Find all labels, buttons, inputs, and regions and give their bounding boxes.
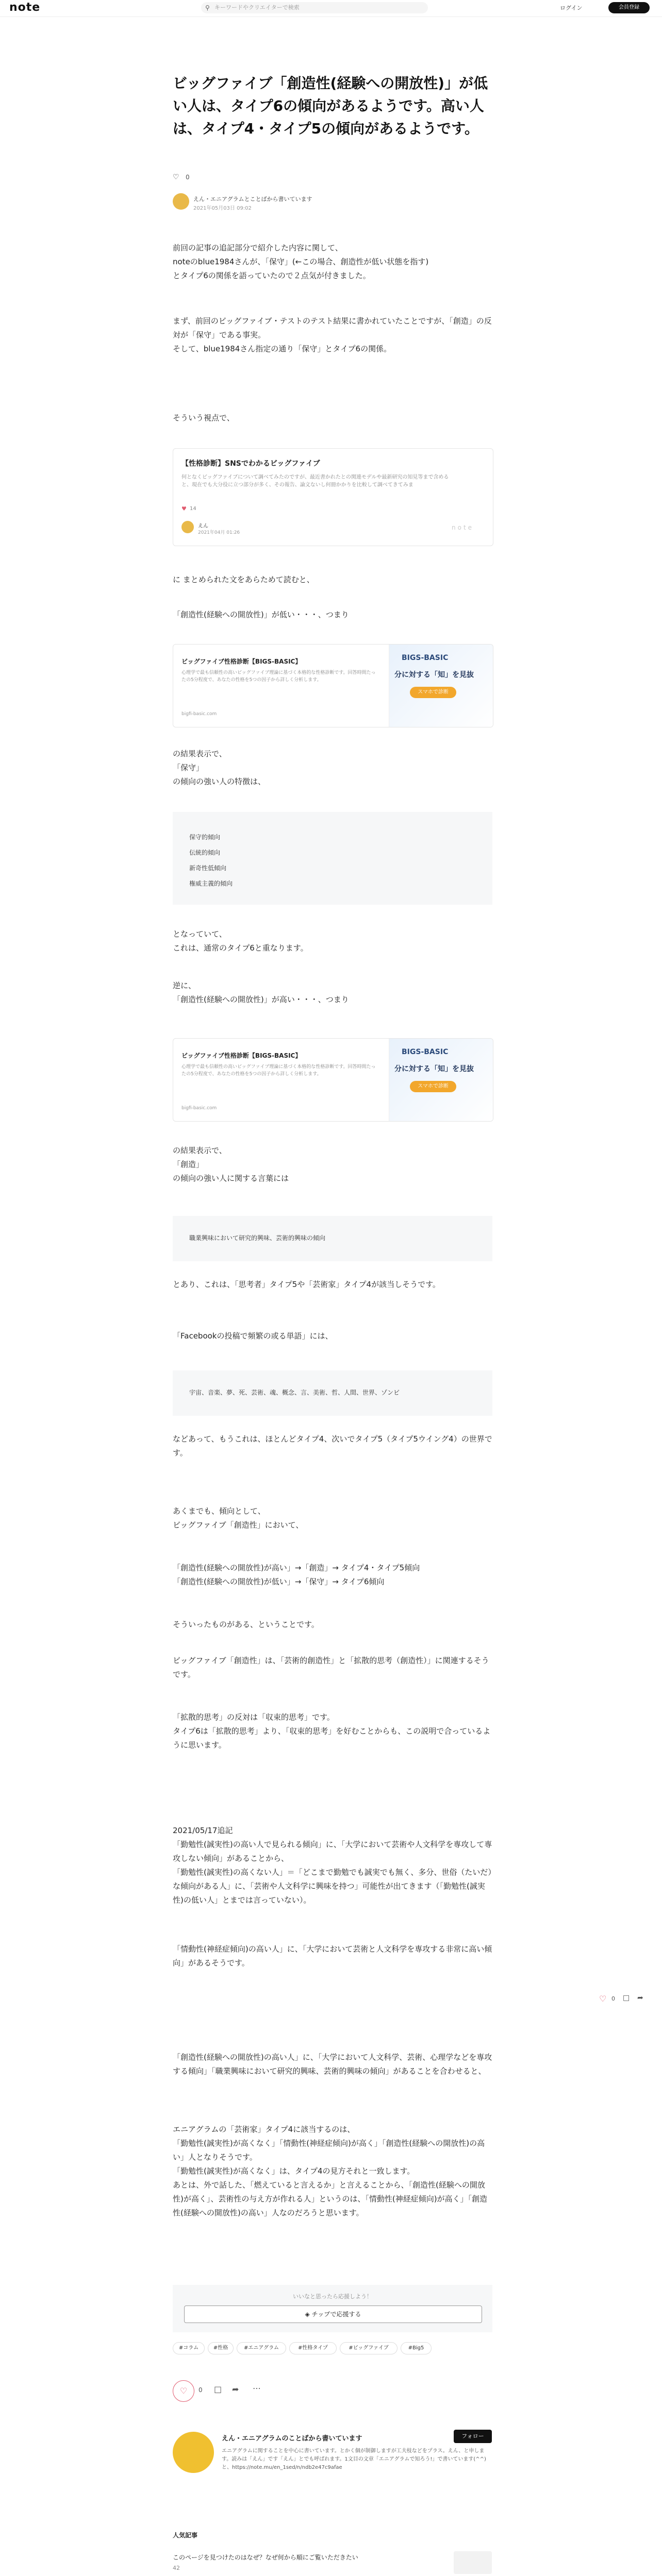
paragraph: 「創造」 (173, 1160, 204, 1169)
quote-text: 職業興味において研究的興味、芸術的興味の傾向 (189, 1234, 326, 1242)
paragraph: とあり、これは、「思考者」タイプ5や「芸術家」タイプ4が該当しそうです。 (173, 1280, 440, 1289)
note-logo[interactable]: note (9, 1, 41, 14)
paragraph: ビッグファイブ「創造性」において、 (173, 1520, 304, 1530)
ad-card[interactable] (173, 644, 493, 727)
ad-title: ビッグファイブ性格診断【BIGS-BASIC】 (181, 658, 302, 665)
paragraph: 「勤勉性(誠実性)が高くなく」「情動性(神経症傾向)が高く」「創造性(経験への開放性)の高い」人となりそうです。 (173, 2139, 485, 2162)
ad-title: ビッグファイブ性格診断【BIGS-BASIC】 (181, 1052, 302, 1059)
popular-heading: 人気記事 (173, 2532, 198, 2539)
tag-chip[interactable]: #エニアグラム (237, 2342, 286, 2354)
author-avatar[interactable] (173, 193, 189, 210)
tag-chip[interactable]: #Big5 (401, 2342, 432, 2354)
tag-chip[interactable]: #ビッグファイブ (340, 2342, 398, 2354)
signup-button[interactable]: 会員登録 (608, 2, 650, 13)
support-box (173, 2285, 492, 2332)
paragraph: の傾向の強い人の特徴は、 (173, 777, 266, 786)
embed-title: 【性格診断】SNSでわかるビッグファイブ (181, 460, 320, 468)
article-title: ビッグファイブ「創造性(経験への開放性)」が低い人は、タイプ6の傾向があるようです。高い人は、タイプ4・タイプ5の傾向があるようです。 (173, 75, 488, 137)
ad-badge: スマホで診断 (410, 687, 456, 698)
quote-text: 宇宙、音楽、夢、死、芸術、魂、概念、言、美術、哲、人間、世界、ゾンビ (189, 1389, 400, 1396)
paragraph: 「情動性(神経症傾向)の高い人」に、「大学において芸術と人文科学を専攻する非常に高い傾向」があるそうです。 (173, 1944, 492, 1968)
paragraph: 「創造性(経験への開放性)が高い」→「創造」→ タイプ4・タイプ5傾向 (173, 1563, 420, 1572)
paragraph: 「創造性(経験への開放性)」が高い・・・、つまり (173, 995, 349, 1004)
list-item: 新奇性低傾向 (189, 865, 227, 872)
paragraph: の結果表示で、 (173, 749, 227, 758)
side-comment-icon[interactable]: □ (623, 1994, 630, 2002)
side-heart-icon[interactable]: ♡ (599, 1994, 607, 2004)
paragraph: 「勤勉性(誠実性)が高くなく」は、タイプ4の見方それと一致します。 (173, 2166, 415, 2176)
ad-tagline: 分に対する「知」を見抜 (394, 1065, 474, 1073)
top-bar (0, 0, 662, 17)
search-icon: ⚲ (205, 4, 210, 11)
paragraph: これは、通常のタイプ6と重なります。 (173, 943, 308, 953)
ad-badge: スマホで診断 (410, 1081, 456, 1092)
paragraph: などあって、もうこれは、ほとんどタイプ4、次いでタイプ5（タイプ5ウイング4）の世界です。 (173, 1434, 492, 1458)
tag-chip[interactable]: #性格 (208, 2342, 234, 2354)
ad-brand: BIGS-BASIC (402, 1048, 449, 1056)
author-name[interactable]: えん・エニアグラムとことばから書いています (193, 196, 312, 202)
list-item: 保守的傾向 (189, 834, 221, 841)
search-input[interactable] (201, 2, 428, 13)
embedded-article-card[interactable] (173, 448, 493, 546)
paragraph: 前回の記事の追記部分で紹介した内容に関して、 (173, 243, 343, 252)
embed-date: 2021年04月 01:26 (198, 530, 240, 535)
embed-description: 何となくビッグファイブについて調べてみたのですが、最近書かれたとの関連モデルや最新研究の知見等まで含めると、現在でも大分役に立つ部分が多く、その報告、論文ないし何冊かかりを比較して調べてきてみま (181, 474, 449, 488)
tip-button-label: チップで応援する (311, 2311, 361, 2318)
paragraph: 逆に、 (173, 981, 196, 990)
embed-heart-icon: ♥ (181, 505, 187, 512)
note-watermark-icon: note (452, 524, 474, 531)
paragraph: 「勤勉性(誠実性)の高くない人」＝「どこまで勤勉でも誠実でも無く、多分、世俗（たいだ）な傾向がある人」に、「芸術や人文科学に興味を持つ」可能性が出てきます（「勤勉性(誠実性)の低い人」とまでは言っていない）。 (173, 1868, 492, 1905)
quote-box-words (173, 1370, 492, 1416)
ad-brand: BIGS-BASIC (402, 654, 449, 662)
paragraph: 「拡散的思考」の反対は「収束的思考」です。 (173, 1713, 335, 1722)
ad-image (389, 645, 493, 727)
quote-box-creative (173, 1216, 492, 1261)
article-like-count: 0 (186, 174, 190, 181)
paragraph: 2021/05/17追記 (173, 1826, 233, 1835)
profile-bio: エニアグラムに関することを中心に書いています。とかく個が制御しますが工夫枝などをプラス。えん、と申します。読みは「えん」です「えん」とでも呼ばれます。1文目の文章「エニアグラムで知ろう!」で書いています(^^)と、https://note.mu/en_1sed/n/ndb2e47c9afae (222, 2448, 486, 2470)
tip-icon: ◈ (305, 2311, 310, 2318)
paragraph: の傾向の強い人に関する言葉には (173, 1174, 289, 1183)
paragraph: 「創造性(経験への開放性)が低い」→「保守」→ タイプ6傾向 (173, 1577, 385, 1586)
list-item: 権威主義的傾向 (189, 880, 233, 887)
paragraph: noteのblue1984さんが、「保守」(←この場合、創造性が低い状態を指す) (173, 257, 429, 266)
paragraph: あくまでも、傾向として、 (173, 1506, 266, 1516)
embed-author: えん (198, 523, 208, 529)
profile-name[interactable]: えん・エニアグラムのことばから書いています (222, 2435, 362, 2443)
ad-description: 心理学で最も信頼性の高いビッグファイブ理論に基づく本格的な性格診断です。回答時間たったの5分程度で、あなたの性格を5つの因子から詳しく分析します。 (181, 670, 376, 683)
paragraph: そして、blue1984さん指定の通り「保守」とタイプ6の関係。 (173, 344, 392, 353)
like-button[interactable]: ♡ (173, 2380, 194, 2402)
share-icon[interactable]: ➦ (232, 2384, 239, 2394)
paragraph: となっていて、 (173, 929, 227, 939)
paragraph: エニアグラムの「芸術家」タイプ4に該当するのは、 (173, 2125, 355, 2134)
search-placeholder: キーワードやクリエイターで検索 (214, 4, 300, 11)
paragraph: そういう視点で、 (173, 413, 235, 422)
paragraph: とタイプ6の関係を語っていたので２点気が付きました。 (173, 271, 371, 280)
ad-domain: bigfi-basic.com (181, 1106, 217, 1111)
paragraph: 「Facebookの投稿で頻繁の或る単語」には、 (173, 1331, 333, 1341)
paragraph: タイプ6は「拡散的思考」より、「収束的思考」を好むことからも、この説明で合っているように思います。 (173, 1726, 491, 1750)
popular-item-likes: 42 (173, 2565, 180, 2571)
follow-button[interactable]: フォロー (454, 2430, 492, 2443)
paragraph: の結果表示で、 (173, 1146, 227, 1155)
heart-icon[interactable]: ♡ (173, 173, 179, 181)
embed-like-count: 14 (190, 506, 196, 512)
paragraph: に まとめられた文をあらためて読むと、 (173, 575, 315, 584)
support-prompt: いいなと思ったら応援しよう！ (293, 2293, 372, 2300)
paragraph: 「創造性(経験への開放性)」が低い・・・、つまり (173, 610, 349, 619)
profile-avatar[interactable] (173, 2432, 214, 2473)
tag-chip[interactable]: #性格タイプ (289, 2342, 337, 2354)
paragraph: あとは、外で話した、「燃えていると言えるか」と言えることから、「創造性(経験への開放性)が高く」、芸術性の与え方が作れる人」というのは、「情動性(神経症傾向)が高く」「創造性(経験への開放性)の高い」人なのだろうと思います。 (173, 2180, 488, 2217)
side-like-count: 0 (611, 1995, 615, 2002)
more-icon[interactable]: ⋯ (253, 2383, 261, 2393)
paragraph: 「勤勉性(誠実性)の高い人で見られる傾向」に、「大学において芸術や人文科学を専攻して専攻しない傾向」があることから、 (173, 1840, 492, 1863)
like-count: 0 (198, 2386, 203, 2394)
ad-card[interactable] (173, 1038, 493, 1122)
paragraph: まず、前回のビッグファイブ・テストのテスト結果に書かれていたことですが、「創造」の反対が「保守」である事実。 (173, 316, 492, 340)
ad-domain: bigfi-basic.com (181, 711, 217, 717)
paragraph: 「保守」 (173, 763, 204, 772)
comment-icon[interactable]: □ (214, 2384, 222, 2394)
embed-author-avatar (181, 521, 194, 533)
popular-item-title[interactable]: このページを見つけたのはなぜ？なぜ何から順にご覧いただきたい (173, 2554, 358, 2561)
tag-chip[interactable]: #コラム (173, 2342, 205, 2354)
paragraph: 「創造性(経験への開放性)の高い人」に、「大学において人文科学、芸術、心理学などを専攻する傾向」「職業興味において研究的興味、芸術的興味の傾向」があることを合わせると、 (173, 2053, 492, 2076)
list-item: 伝統的傾向 (189, 849, 221, 856)
paragraph: そういったものがある、ということです。 (173, 1620, 319, 1629)
login-link[interactable]: ログイン (560, 5, 583, 11)
ad-image (389, 1039, 493, 1121)
tip-button[interactable] (184, 2306, 482, 2323)
publish-date: 2021年05月03日 09:02 (193, 206, 252, 211)
ad-description: 心理学で最も信頼性の高いビッグファイブ理論に基づく本格的な性格診断です。回答時間たったの5分程度で、あなたの性格を5つの因子から詳しく分析します。 (181, 1064, 376, 1077)
ad-tagline: 分に対する「知」を見抜 (394, 671, 474, 679)
paragraph: ビッグファイブ「創造性」は、「芸術的創造性」と「拡散的思考（創造性）」に関連するそうです。 (173, 1656, 489, 1679)
quote-box-conservative (173, 812, 492, 905)
popular-item-thumbnail[interactable] (454, 2551, 492, 2574)
side-share-icon[interactable]: ➦ (637, 1994, 643, 2002)
